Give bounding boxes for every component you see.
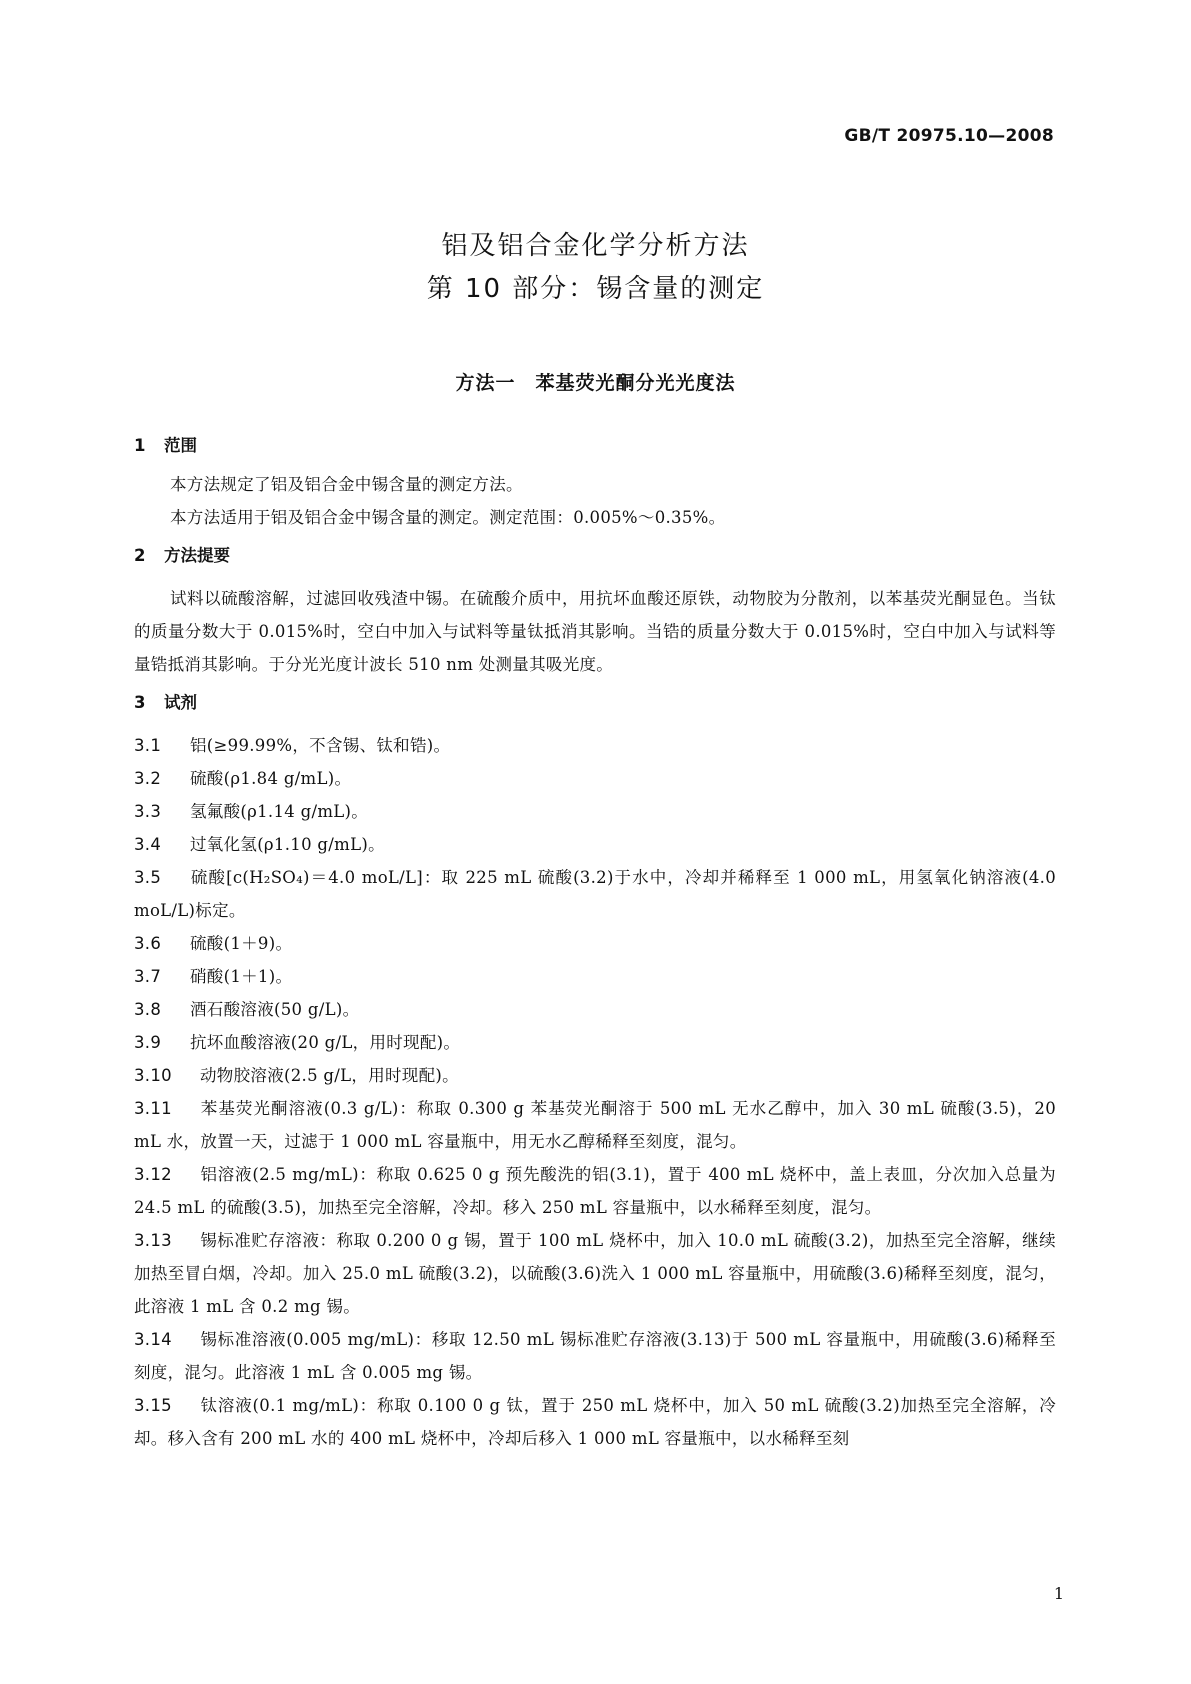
- reagent-text: 铝溶液(2.5 mg/mL)：称取 0.625 0 g 预先酸洗的铝(3.1)，置于 400 mL 烧杯中，盖上表皿，分次加入总量为 24.5 mL 的硫酸(3.5)，加热至完全溶解，冷却。移入 250 mL 容量瓶中，以水稀释至刻度，混匀。: [134, 1165, 1056, 1217]
- paragraph: 试料以硫酸溶解，过滤回收残渣中锡。在硫酸介质中，用抗坏血酸还原铁，动物胶为分散剂，以苯基荧光酮显色。当钛的质量分数大于 0.015%时，空白中加入与试料等量钛抵消其影响。当锆的质量分数大于 0.015%时，空白中加入与试料等量锆抵消其影响。于分光光度计波长 510 nm 处测量其吸光度。: [134, 589, 1056, 674]
- reagent-number: 3.5: [134, 868, 162, 887]
- reagent-text: 酒石酸溶液(50 g/L)。: [190, 1000, 360, 1019]
- reagent-text: 铝(≥99.99%，不含锡、钛和锆)。: [190, 736, 451, 755]
- reagent-number: 3.15: [134, 1396, 172, 1415]
- reagent-item: [134, 861, 1056, 927]
- reagent-number: 3.6: [134, 934, 162, 953]
- reagent-text: 动物胶溶液(2.5 g/L，用时现配)。: [200, 1066, 459, 1085]
- reagent-number: 3.4: [134, 835, 162, 854]
- standard-code: GB/T 20975.10—2008: [844, 126, 1054, 146]
- reagent-text: 硫酸[c(H₂SO₄)＝4.0 moL/L]：取 225 mL 硫酸(3.2)于水中，冷却并稀释至 1 000 mL，用氢氧化钠溶液(4.0 moL/L)标定。: [134, 868, 1056, 920]
- reagent-text: 硫酸(ρ1.84 g/mL)。: [190, 769, 352, 788]
- method-title: 方法一 苯基荧光酮分光光度法: [455, 372, 736, 394]
- document-title-line1: 铝及铝合金化学分析方法: [441, 231, 750, 261]
- reagent-text: 硫酸(1＋9)。: [190, 934, 293, 953]
- section-heading-scope: [134, 436, 1056, 456]
- reagent-item: [134, 1158, 1056, 1224]
- reagent-number: 3.7: [134, 967, 162, 986]
- reagent-number: 3.1: [134, 736, 162, 755]
- reagent-number: 3.9: [134, 1033, 162, 1052]
- reagent-text: 硝酸(1＋1)。: [190, 967, 293, 986]
- reagent-number: 3.12: [134, 1165, 172, 1184]
- reagent-item: [134, 1323, 1056, 1389]
- reagent-number: 3.2: [134, 769, 162, 788]
- reagent-item: [134, 795, 1056, 828]
- page-number: 1: [1053, 1584, 1064, 1603]
- reagent-text: 过氧化氢(ρ1.10 g/mL)。: [190, 835, 385, 854]
- reagent-text: 钛溶液(0.1 mg/mL)：称取 0.100 0 g 钛，置于 250 mL 烧杯中，加入 50 mL 硫酸(3.2)加热至完全溶解，冷却。移入含有 200 mL 水的 400 mL 烧杯中，冷却后移入 1 000 mL 容量瓶中，以水稀释至刻: [134, 1396, 1057, 1448]
- reagent-number: 3.8: [134, 1000, 162, 1019]
- section-number: 2: [134, 546, 146, 565]
- reagent-number: 3.14: [134, 1330, 172, 1349]
- reagent-item: [134, 1224, 1056, 1323]
- reagent-text: 锡标准贮存溶液：称取 0.200 0 g 锡，置于 100 mL 烧杯中，加入 10.0 mL 硫酸(3.2)，加热至完全溶解，继续加热至冒白烟，冷却。加入 25.0 mL 硫酸(3.2)，以硫酸(3.6)洗入 1 000 mL 容量瓶中，用硫酸(3.6)稀释至刻度，混匀，此溶液 1 mL 含 0.2 mg 锡。: [134, 1231, 1056, 1316]
- reagent-item: [134, 927, 1056, 960]
- reagent-item: [134, 960, 1056, 993]
- reagent-text: 苯基荧光酮溶液(0.3 g/L)：称取 0.300 g 苯基荧光酮溶于 500 mL 无水乙醇中，加入 30 mL 硫酸(3.5)，20 mL 水，放置一天，过滤于 1 000 mL 容量瓶中，用无水乙醇稀释至刻度，混匀。: [134, 1099, 1056, 1151]
- section-heading-principle: [134, 546, 1056, 566]
- document-title-line2: 第 10 部分：锡含量的测定: [426, 274, 765, 304]
- paragraph: 本方法适用于铝及铝合金中锡含量的测定。测定范围：0.005%～0.35%。: [170, 508, 726, 527]
- reagent-number: 3.3: [134, 802, 162, 821]
- reagent-text: 氢氟酸(ρ1.14 g/mL)。: [190, 802, 369, 821]
- document-body: [134, 436, 1056, 1455]
- paragraph: 本方法规定了铝及铝合金中锡含量的测定方法。: [170, 475, 523, 494]
- reagent-number: 3.11: [134, 1099, 172, 1118]
- reagent-item: [134, 828, 1056, 861]
- reagent-text: 抗坏血酸溶液(20 g/L，用时现配)。: [190, 1033, 461, 1052]
- reagent-item: [134, 1026, 1056, 1059]
- section-heading-reagents: [134, 693, 1056, 713]
- section-title: 范围: [164, 436, 197, 455]
- reagent-item: [134, 1059, 1056, 1092]
- section-title: 试剂: [164, 693, 197, 712]
- reagent-text: 锡标准溶液(0.005 mg/mL)：移取 12.50 mL 锡标准贮存溶液(3.13)于 500 mL 容量瓶中，用硫酸(3.6)稀释至刻度，混匀。此溶液 1 mL 含 0.005 mg 锡。: [134, 1330, 1056, 1382]
- reagent-item: [134, 993, 1056, 1026]
- section-number: 3: [134, 693, 146, 712]
- reagent-item: [134, 729, 1056, 762]
- reagent-number: 3.13: [134, 1231, 172, 1250]
- reagent-item: [134, 762, 1056, 795]
- section-number: 1: [134, 436, 146, 455]
- reagent-number: 3.10: [134, 1066, 172, 1085]
- reagent-item: [134, 1389, 1056, 1455]
- reagent-item: [134, 1092, 1056, 1158]
- section-title: 方法提要: [164, 546, 230, 565]
